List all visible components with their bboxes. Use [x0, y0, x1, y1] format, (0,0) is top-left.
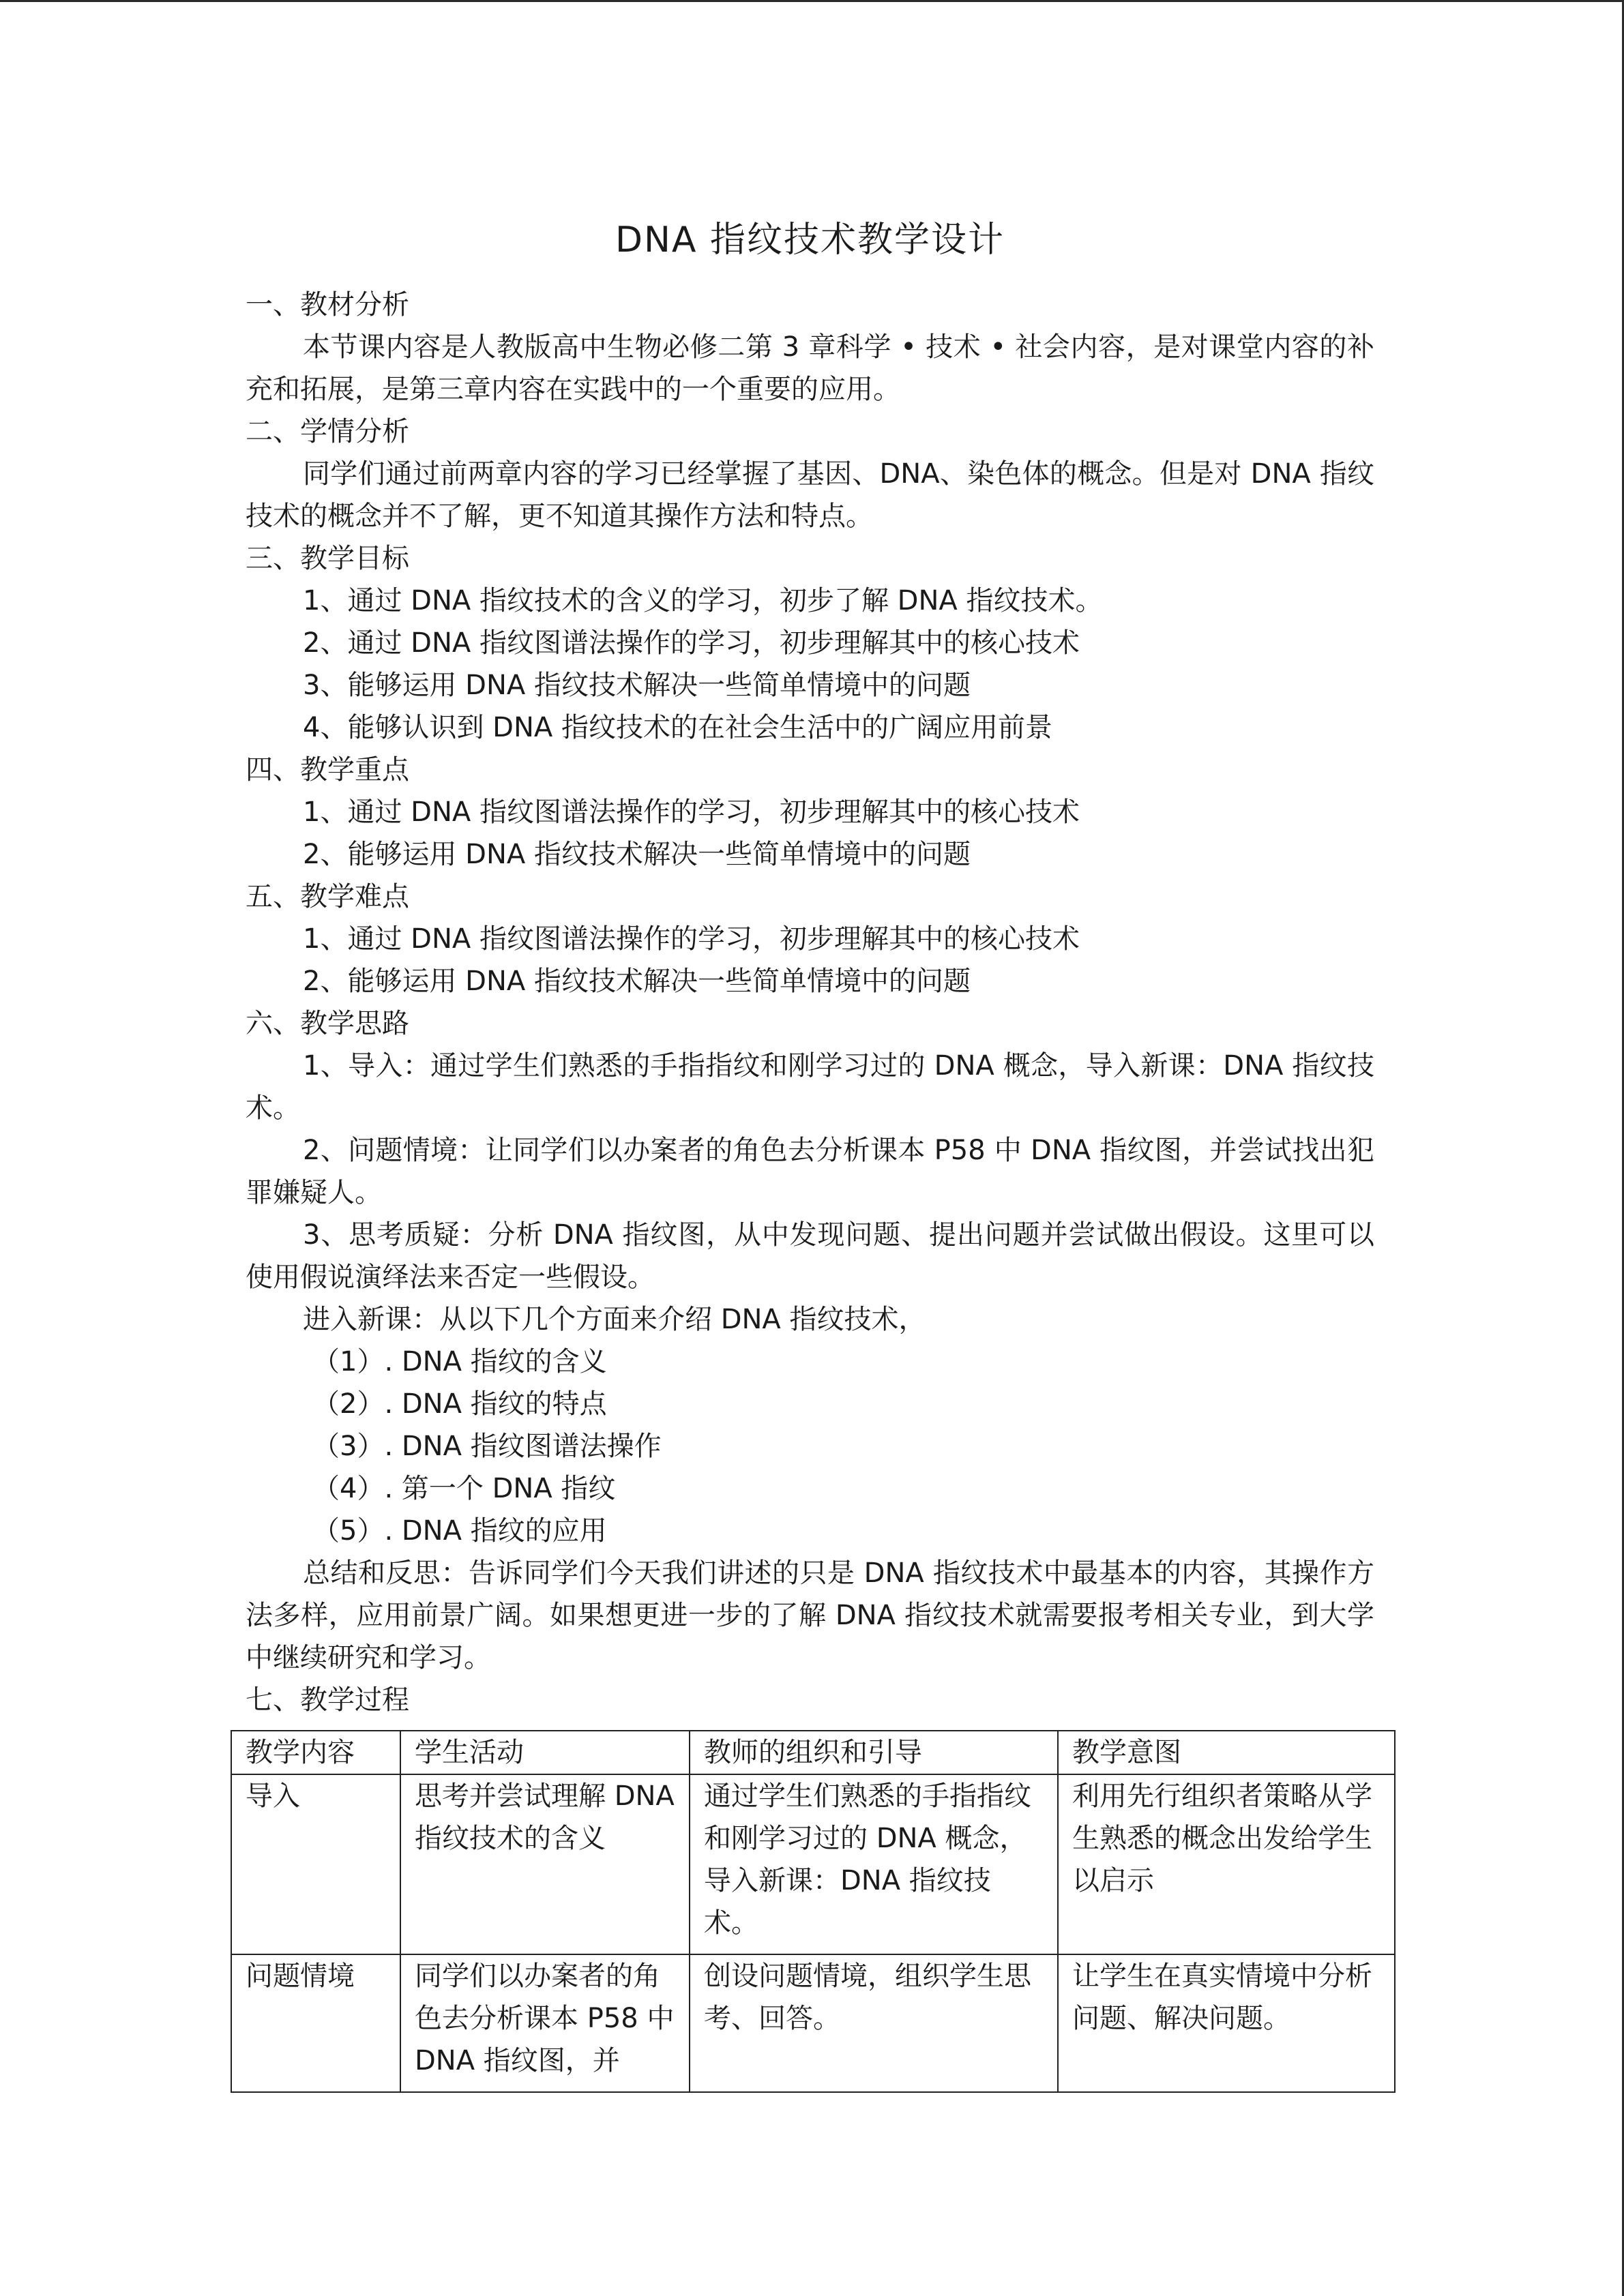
table-cell: 让学生在真实情境中分析问题、解决问题。	[1058, 1954, 1395, 2092]
section-heading-difficulties: 五、教学难点	[246, 881, 409, 912]
table-cell: 思考并尝试理解 DNA 指纹技术的含义	[400, 1774, 690, 1954]
column-header: 教学意图	[1058, 1731, 1395, 1774]
sub-list-item: （5）. DNA 指纹的应用	[312, 1515, 607, 1547]
table-row	[231, 1774, 1395, 1954]
column-header: 学生活动	[400, 1731, 690, 1774]
table-cell: 通过学生们熟悉的手指指纹和刚学习过的 DNA 概念，导入新课：DNA 指纹技术。	[690, 1774, 1058, 1954]
table-cell: 利用先行组织者策略从学生熟悉的概念出发给学生以启示	[1058, 1774, 1395, 1954]
section-heading-textbook-analysis: 一、教材分析	[246, 289, 409, 320]
list-item: 1、通过 DNA 指纹图谱法操作的学习，初步理解其中的核心技术	[303, 923, 1080, 955]
page-top-border	[0, 0, 1624, 2]
table-cell: 导入	[231, 1774, 400, 1954]
sub-list-item: （2）. DNA 指纹的特点	[312, 1388, 607, 1420]
list-item: 2、能够运用 DNA 指纹技术解决一些简单情境中的问题	[303, 966, 971, 997]
sub-list-item: （1）. DNA 指纹的含义	[312, 1346, 607, 1377]
section-heading-teaching-ideas: 六、教学思路	[246, 1008, 409, 1039]
section-paragraph: 同学们通过前两章内容的学习已经掌握了基因、DNA、染色体的概念。但是对 DNA 指纹技术的概念并不了解，更不知道其操作方法和特点。	[246, 458, 1374, 532]
list-item: 1、通过 DNA 指纹技术的含义的学习，初步了解 DNA 指纹技术。	[303, 585, 1103, 616]
document-title: DNA 指纹技术教学设计	[615, 220, 1005, 260]
teaching-process-table	[231, 1730, 1396, 2093]
column-header: 教师的组织和引导	[690, 1731, 1058, 1774]
summary-paragraph: 总结和反思：告诉同学们今天我们讲述的只是 DNA 指纹技术中最基本的内容，其操作方法多样，应用前景广阔。如果想更进一步的了解 DNA 指纹技术就需要报考相关专业，到大学中继续研究和学习。	[246, 1557, 1374, 1673]
sub-list-item: （4）. 第一个 DNA 指纹	[312, 1473, 616, 1504]
sub-list-item: （3）. DNA 指纹图谱法操作	[312, 1431, 662, 1462]
section-heading-teaching-process: 七、教学过程	[246, 1684, 409, 1716]
table-cell: 问题情境	[231, 1954, 400, 2092]
table-cell: 创设问题情境，组织学生思考、回答。	[690, 1954, 1058, 2092]
document-body	[246, 218, 1374, 1721]
section-paragraph: 3、思考质疑：分析 DNA 指纹图，从中发现问题、提出问题并尝试做出假设。这里可以使用假说演绎法来否定一些假设。	[246, 1219, 1374, 1293]
list-item: 3、能够运用 DNA 指纹技术解决一些简单情境中的问题	[303, 670, 971, 701]
list-item: 2、通过 DNA 指纹图谱法操作的学习，初步理解其中的核心技术	[303, 627, 1080, 659]
column-header: 教学内容	[231, 1731, 400, 1774]
table-cell: 同学们以办案者的角色去分析课本 P58 中 DNA 指纹图，并	[400, 1954, 690, 2092]
section-heading-objectives: 三、教学目标	[246, 543, 409, 574]
section-heading-key-points: 四、教学重点	[246, 754, 409, 786]
section-paragraph: 2、问题情境：让同学们以办案者的角色去分析课本 P58 中 DNA 指纹图，并尝试找出犯罪嫌疑人。	[246, 1135, 1374, 1208]
section-paragraph: 进入新课：从以下几个方面来介绍 DNA 指纹技术，	[303, 1304, 926, 1335]
table-row	[231, 1954, 1395, 2092]
section-paragraph: 本节课内容是人教版高中生物必修二第 3 章科学 • 技术 • 社会内容，是对课堂内容的补充和拓展，是第三章内容在实践中的一个重要的应用。	[246, 331, 1374, 405]
table-header-row	[231, 1731, 1395, 1774]
list-item: 2、能够运用 DNA 指纹技术解决一些简单情境中的问题	[303, 839, 971, 870]
section-paragraph: 1、导入：通过学生们熟悉的手指指纹和刚学习过的 DNA 概念，导入新课：DNA 指纹技术。	[246, 1050, 1374, 1124]
section-heading-learner-analysis: 二、学情分析	[246, 416, 409, 447]
list-item: 1、通过 DNA 指纹图谱法操作的学习，初步理解其中的核心技术	[303, 796, 1080, 828]
list-item: 4、能够认识到 DNA 指纹技术的在社会生活中的广阔应用前景	[303, 712, 1052, 743]
